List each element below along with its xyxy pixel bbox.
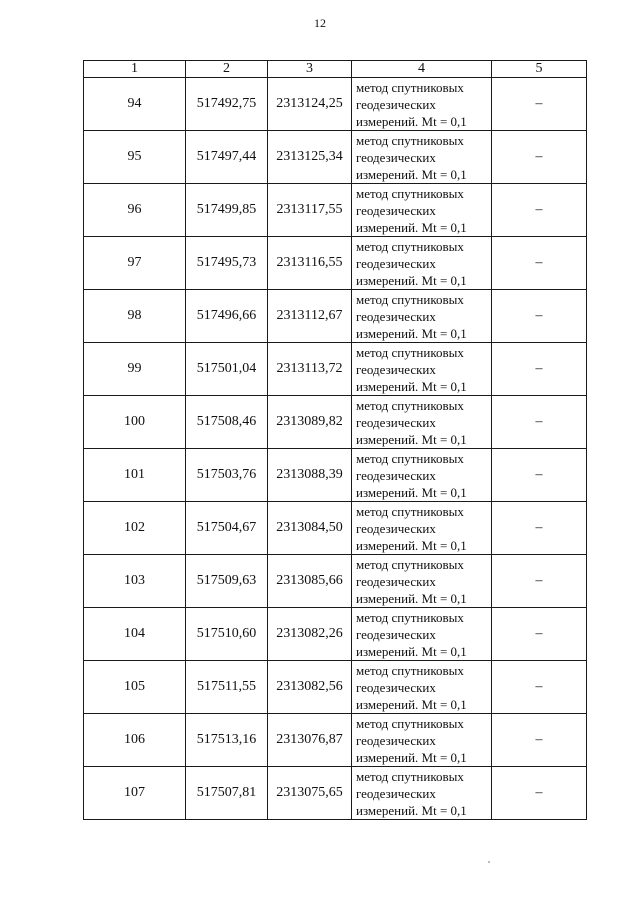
method-text-line: геодезических bbox=[356, 414, 436, 430]
method-text-line: геодезических bbox=[356, 361, 436, 377]
table-row bbox=[84, 555, 587, 608]
note-cell: – bbox=[492, 502, 587, 555]
method-cell bbox=[352, 608, 492, 661]
method-cell bbox=[352, 767, 492, 820]
method-text-line: геодезических bbox=[356, 520, 436, 536]
x-coordinate-cell: 517492,75 bbox=[186, 78, 268, 131]
x-coordinate-cell: 517508,46 bbox=[186, 396, 268, 449]
point-number-cell: 101 bbox=[84, 449, 186, 502]
method-text-line: геодезических bbox=[356, 149, 436, 165]
table-row bbox=[84, 608, 587, 661]
y-coordinate-cell: 2313082,56 bbox=[268, 661, 352, 714]
method-text-line: метод спутниковых bbox=[356, 291, 464, 307]
point-number-cell: 99 bbox=[84, 343, 186, 396]
point-number-cell: 102 bbox=[84, 502, 186, 555]
note-cell: – bbox=[492, 184, 587, 237]
method-cell bbox=[352, 131, 492, 184]
table-row bbox=[84, 343, 587, 396]
note-cell: – bbox=[492, 608, 587, 661]
method-text-line: геодезических bbox=[356, 467, 436, 483]
x-coordinate-cell: 517499,85 bbox=[186, 184, 268, 237]
method-cell bbox=[352, 290, 492, 343]
y-coordinate-cell: 2313113,72 bbox=[268, 343, 352, 396]
method-text-line: измерений. Mt = 0,1 bbox=[356, 802, 467, 818]
point-number-cell: 107 bbox=[84, 767, 186, 820]
method-text-line: геодезических bbox=[356, 255, 436, 271]
method-text-line: метод спутниковых bbox=[356, 556, 464, 572]
method-text-line: метод спутниковых bbox=[356, 79, 464, 95]
y-coordinate-cell: 2313075,65 bbox=[268, 767, 352, 820]
method-text-line: измерений. Mt = 0,1 bbox=[356, 219, 467, 235]
note-cell: – bbox=[492, 290, 587, 343]
y-coordinate-cell: 2313076,87 bbox=[268, 714, 352, 767]
method-text-line: измерений. Mt = 0,1 bbox=[356, 325, 467, 341]
note-cell: – bbox=[492, 396, 587, 449]
table-body bbox=[84, 78, 587, 820]
method-text-line: измерений. Mt = 0,1 bbox=[356, 272, 467, 288]
method-text-line: геодезических bbox=[356, 573, 436, 589]
page-number: 12 bbox=[314, 16, 326, 30]
table-row bbox=[84, 237, 587, 290]
table-row bbox=[84, 290, 587, 343]
method-text-line: метод спутниковых bbox=[356, 132, 464, 148]
point-number-cell: 104 bbox=[84, 608, 186, 661]
x-coordinate-cell: 517507,81 bbox=[186, 767, 268, 820]
table-row bbox=[84, 661, 587, 714]
method-text-line: измерений. Mt = 0,1 bbox=[356, 749, 467, 765]
method-text-line: метод спутниковых bbox=[356, 344, 464, 360]
method-text-line: измерений. Mt = 0,1 bbox=[356, 431, 467, 447]
y-coordinate-cell: 2313085,66 bbox=[268, 555, 352, 608]
scan-speck bbox=[488, 861, 490, 863]
method-text-line: геодезических bbox=[356, 679, 436, 695]
point-number-cell: 106 bbox=[84, 714, 186, 767]
method-text-line: геодезических bbox=[356, 785, 436, 801]
x-coordinate-cell: 517504,67 bbox=[186, 502, 268, 555]
method-text-line: метод спутниковых bbox=[356, 715, 464, 731]
note-cell: – bbox=[492, 131, 587, 184]
method-cell bbox=[352, 396, 492, 449]
table-row bbox=[84, 396, 587, 449]
x-coordinate-cell: 517510,60 bbox=[186, 608, 268, 661]
note-cell: – bbox=[492, 449, 587, 502]
method-text-line: метод спутниковых bbox=[356, 185, 464, 201]
method-text-line: измерений. Mt = 0,1 bbox=[356, 537, 467, 553]
method-cell bbox=[352, 661, 492, 714]
x-coordinate-cell: 517511,55 bbox=[186, 661, 268, 714]
note-cell: – bbox=[492, 767, 587, 820]
method-text-line: метод спутниковых bbox=[356, 662, 464, 678]
method-text-line: геодезических bbox=[356, 202, 436, 218]
method-text-line: метод спутниковых bbox=[356, 397, 464, 413]
table-row bbox=[84, 714, 587, 767]
point-number-cell: 94 bbox=[84, 78, 186, 131]
x-coordinate-cell: 517497,44 bbox=[186, 131, 268, 184]
method-text-line: измерений. Mt = 0,1 bbox=[356, 484, 467, 500]
point-number-cell: 95 bbox=[84, 131, 186, 184]
y-coordinate-cell: 2313112,67 bbox=[268, 290, 352, 343]
method-text-line: измерений. Mt = 0,1 bbox=[356, 166, 467, 182]
column-header-2: 2 bbox=[186, 61, 268, 78]
method-text-line: измерений. Mt = 0,1 bbox=[356, 590, 467, 606]
point-number-cell: 100 bbox=[84, 396, 186, 449]
y-coordinate-cell: 2313125,34 bbox=[268, 131, 352, 184]
point-number-cell: 98 bbox=[84, 290, 186, 343]
x-coordinate-cell: 517509,63 bbox=[186, 555, 268, 608]
method-cell bbox=[352, 343, 492, 396]
method-text-line: измерений. Mt = 0,1 bbox=[356, 378, 467, 394]
table-row bbox=[84, 131, 587, 184]
table-row bbox=[84, 449, 587, 502]
method-text-line: геодезических bbox=[356, 308, 436, 324]
method-text-line: измерений. Mt = 0,1 bbox=[356, 113, 467, 129]
note-cell: – bbox=[492, 78, 587, 131]
method-text-line: метод спутниковых bbox=[356, 768, 464, 784]
note-cell: – bbox=[492, 714, 587, 767]
coordinates-table bbox=[83, 60, 587, 820]
x-coordinate-cell: 517501,04 bbox=[186, 343, 268, 396]
note-cell: – bbox=[492, 555, 587, 608]
x-coordinate-cell: 517496,66 bbox=[186, 290, 268, 343]
column-header-4: 4 bbox=[352, 61, 492, 78]
method-cell bbox=[352, 502, 492, 555]
method-cell bbox=[352, 78, 492, 131]
method-text-line: метод спутниковых bbox=[356, 503, 464, 519]
y-coordinate-cell: 2313124,25 bbox=[268, 78, 352, 131]
method-text-line: метод спутниковых bbox=[356, 609, 464, 625]
point-number-cell: 96 bbox=[84, 184, 186, 237]
x-coordinate-cell: 517513,16 bbox=[186, 714, 268, 767]
table-header-row bbox=[84, 61, 587, 78]
method-text-line: геодезических bbox=[356, 626, 436, 642]
x-coordinate-cell: 517503,76 bbox=[186, 449, 268, 502]
method-cell bbox=[352, 714, 492, 767]
point-number-cell: 103 bbox=[84, 555, 186, 608]
method-text-line: измерений. Mt = 0,1 bbox=[356, 643, 467, 659]
method-text-line: геодезических bbox=[356, 732, 436, 748]
table-row bbox=[84, 502, 587, 555]
method-text-line: измерений. Mt = 0,1 bbox=[356, 696, 467, 712]
table-row bbox=[84, 767, 587, 820]
method-text-line: геодезических bbox=[356, 96, 436, 112]
y-coordinate-cell: 2313084,50 bbox=[268, 502, 352, 555]
method-cell bbox=[352, 237, 492, 290]
y-coordinate-cell: 2313116,55 bbox=[268, 237, 352, 290]
point-number-cell: 105 bbox=[84, 661, 186, 714]
method-text-line: метод спутниковых bbox=[356, 238, 464, 254]
note-cell: – bbox=[492, 343, 587, 396]
table-row bbox=[84, 184, 587, 237]
method-cell bbox=[352, 449, 492, 502]
method-cell bbox=[352, 184, 492, 237]
note-cell: – bbox=[492, 237, 587, 290]
method-cell bbox=[352, 555, 492, 608]
column-header-1: 1 bbox=[84, 61, 186, 78]
column-header-3: 3 bbox=[268, 61, 352, 78]
table-row bbox=[84, 78, 587, 131]
x-coordinate-cell: 517495,73 bbox=[186, 237, 268, 290]
y-coordinate-cell: 2313117,55 bbox=[268, 184, 352, 237]
method-text-line: метод спутниковых bbox=[356, 450, 464, 466]
point-number-cell: 97 bbox=[84, 237, 186, 290]
y-coordinate-cell: 2313082,26 bbox=[268, 608, 352, 661]
y-coordinate-cell: 2313088,39 bbox=[268, 449, 352, 502]
y-coordinate-cell: 2313089,82 bbox=[268, 396, 352, 449]
column-header-5: 5 bbox=[492, 61, 587, 78]
note-cell: – bbox=[492, 661, 587, 714]
